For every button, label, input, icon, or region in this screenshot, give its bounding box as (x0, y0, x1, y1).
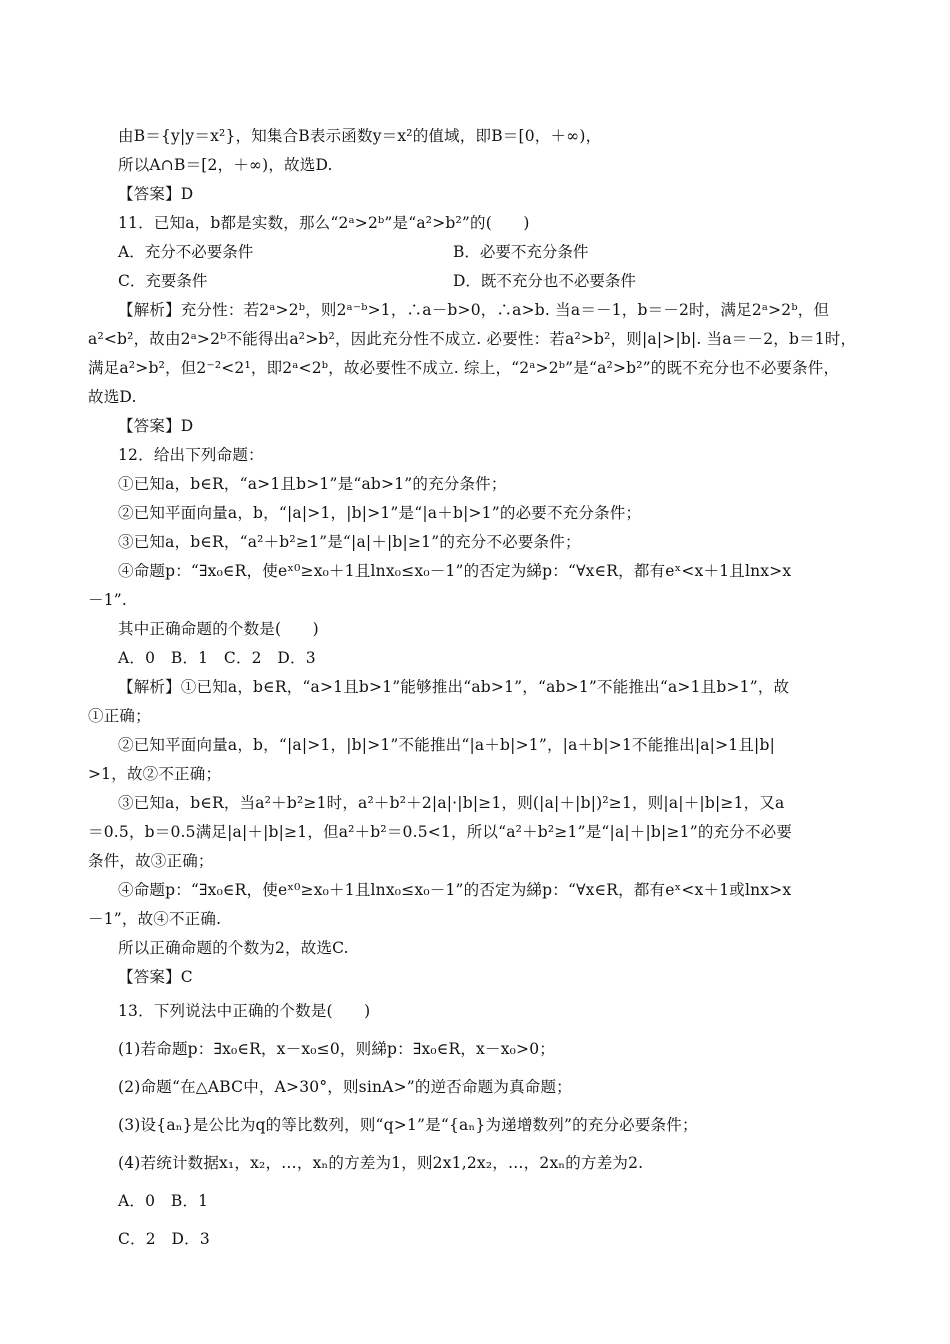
analysis-12-line: ②已知平面向量a，b，“|a|>1，|b|>1”不能推出“|a＋b|>1”，|a＋b|>1不能推出|a|>1且|b| (118, 736, 776, 754)
option-a: A．充分不必要条件 (118, 243, 254, 261)
question-11-stem: 11．已知a，b都是实数，那么“2ᵃ>2ᵇ”是“a²>b²”的( ) (118, 214, 530, 232)
analysis-12-line: 条件，故③正确； (88, 852, 214, 870)
analysis-12-line: ③已知a，b∈R，当a²＋b²≥1时，a²＋b²＋2|a|·|b|≥1，则(|a|＋|b|)²≥1，则|a|＋|b|≥1，又a (118, 794, 785, 812)
analysis-12-line: 【解析】①已知a，b∈R，“a>1且b>1”能够推出“ab>1”，“ab>1”不能推出“a>1且b>1”，故 (118, 678, 790, 696)
statement-3: (3)设{aₙ}是公比为q的等比数列，则“q>1”是“{aₙ}为递增数列”的充分必要条件； (118, 1116, 698, 1134)
analysis-12-line: ＝0.5，b＝0.5满足|a|＋|b|≥1，但a²＋b²＝0.5<1，所以“a²＋b²≥1”是“|a|＋|b|≥1”的充分不必要 (88, 823, 793, 841)
proposition-1: ①已知a，b∈R，“a>1且b>1”是“ab>1”的充分条件； (118, 475, 507, 493)
text-line: 由B＝{y|y＝x²}，知集合B表示函数y＝x²的值域，即B＝[0，＋∞)， (118, 127, 602, 145)
analysis-12-line: >1，故②不正确； (88, 765, 222, 783)
analysis-12-line: ④命题p：“∃x₀∈R，使eˣ⁰≥x₀＋1且lnx₀≤x₀－1”的否定为綈p：“∀x∈R，都有eˣ<x＋1或lnx>x (118, 881, 792, 899)
proposition-3: ③已知a，b∈R，“a²＋b²≥1”是“|a|＋|b|≥1”的充分不必要条件； (118, 533, 581, 551)
analysis-12-line: －1”，故④不正确. (88, 910, 222, 928)
question-11-options-row-2 (88, 267, 866, 296)
question-13-options-1: A．0 B．1 (118, 1192, 209, 1210)
proposition-4: ④命题p：“∃x₀∈R，使eˣ⁰≥x₀＋1且lnx₀≤x₀－1”的否定为綈p：“∀x∈R，都有eˣ<x＋1且lnx>x (118, 562, 792, 580)
option-c: C．充要条件 (118, 272, 208, 290)
analysis-11-line: 【解析】充分性：若2ᵃ>2ᵇ，则2ᵃ⁻ᵇ>1，∴a－b>0，∴a>b. 当a＝－1，b＝－2时，满足2ᵃ>2ᵇ，但 (118, 301, 830, 319)
analysis-11-line: 满足a²>b²，但2⁻²<2¹，即2ᵃ<2ᵇ，故必要性不成立. 综上，“2ᵃ>2ᵇ”是“a²>b²”的既不充分也不必要条件， (88, 359, 840, 377)
question-12-stem: 12．给出下列命题： (118, 446, 264, 464)
analysis-11-line: 故选D. (88, 388, 137, 406)
statement-1: (1)若命题p：∃x₀∈R，x－x₀≤0，则綈p：∃x₀∈R，x－x₀>0； (118, 1040, 556, 1058)
question-12-ask: 其中正确命题的个数是( ) (118, 620, 319, 638)
analysis-12-line: ①正确； (88, 707, 151, 725)
analysis-12-conclusion: 所以正确命题的个数为2，故选C. (118, 939, 349, 957)
document-page (88, 122, 866, 1258)
analysis-11-line: a²<b²，故由2ᵃ>2ᵇ不能得出a²>b²，因此充分性不成立. 必要性：若a²>b²，则|a|>|b|. 当a＝－2，b＝1时， (88, 330, 857, 348)
question-13-stem: 13．下列说法中正确的个数是( ) (118, 1002, 371, 1020)
question-11-options-row-1 (88, 238, 866, 267)
question-13-options-2: C．2 D．3 (118, 1230, 210, 1248)
option-b: B．必要不充分条件 (453, 243, 589, 261)
answer-12: 【答案】C (118, 968, 193, 986)
answer-10: 【答案】D (118, 185, 194, 203)
text-line: 所以A∩B＝[2，＋∞)，故选D. (118, 156, 333, 174)
proposition-2: ②已知平面向量a，b，“|a|>1，|b|>1”是“|a＋b|>1”的必要不充分条件； (118, 504, 642, 522)
option-d: D．既不充分也不必要条件 (453, 272, 636, 290)
statement-4: (4)若统计数据x₁，x₂，…，xₙ的方差为1，则2x1,2x₂，…，2xₙ的方差为2. (118, 1154, 644, 1172)
answer-11: 【答案】D (118, 417, 194, 435)
proposition-4-continued: －1”. (88, 591, 128, 609)
statement-2: (2)命题“在△ABC中，A>30°，则sinA>”的逆否命题为真命题； (118, 1078, 572, 1096)
question-12-options: A．0 B．1 C．2 D．3 (118, 649, 316, 667)
